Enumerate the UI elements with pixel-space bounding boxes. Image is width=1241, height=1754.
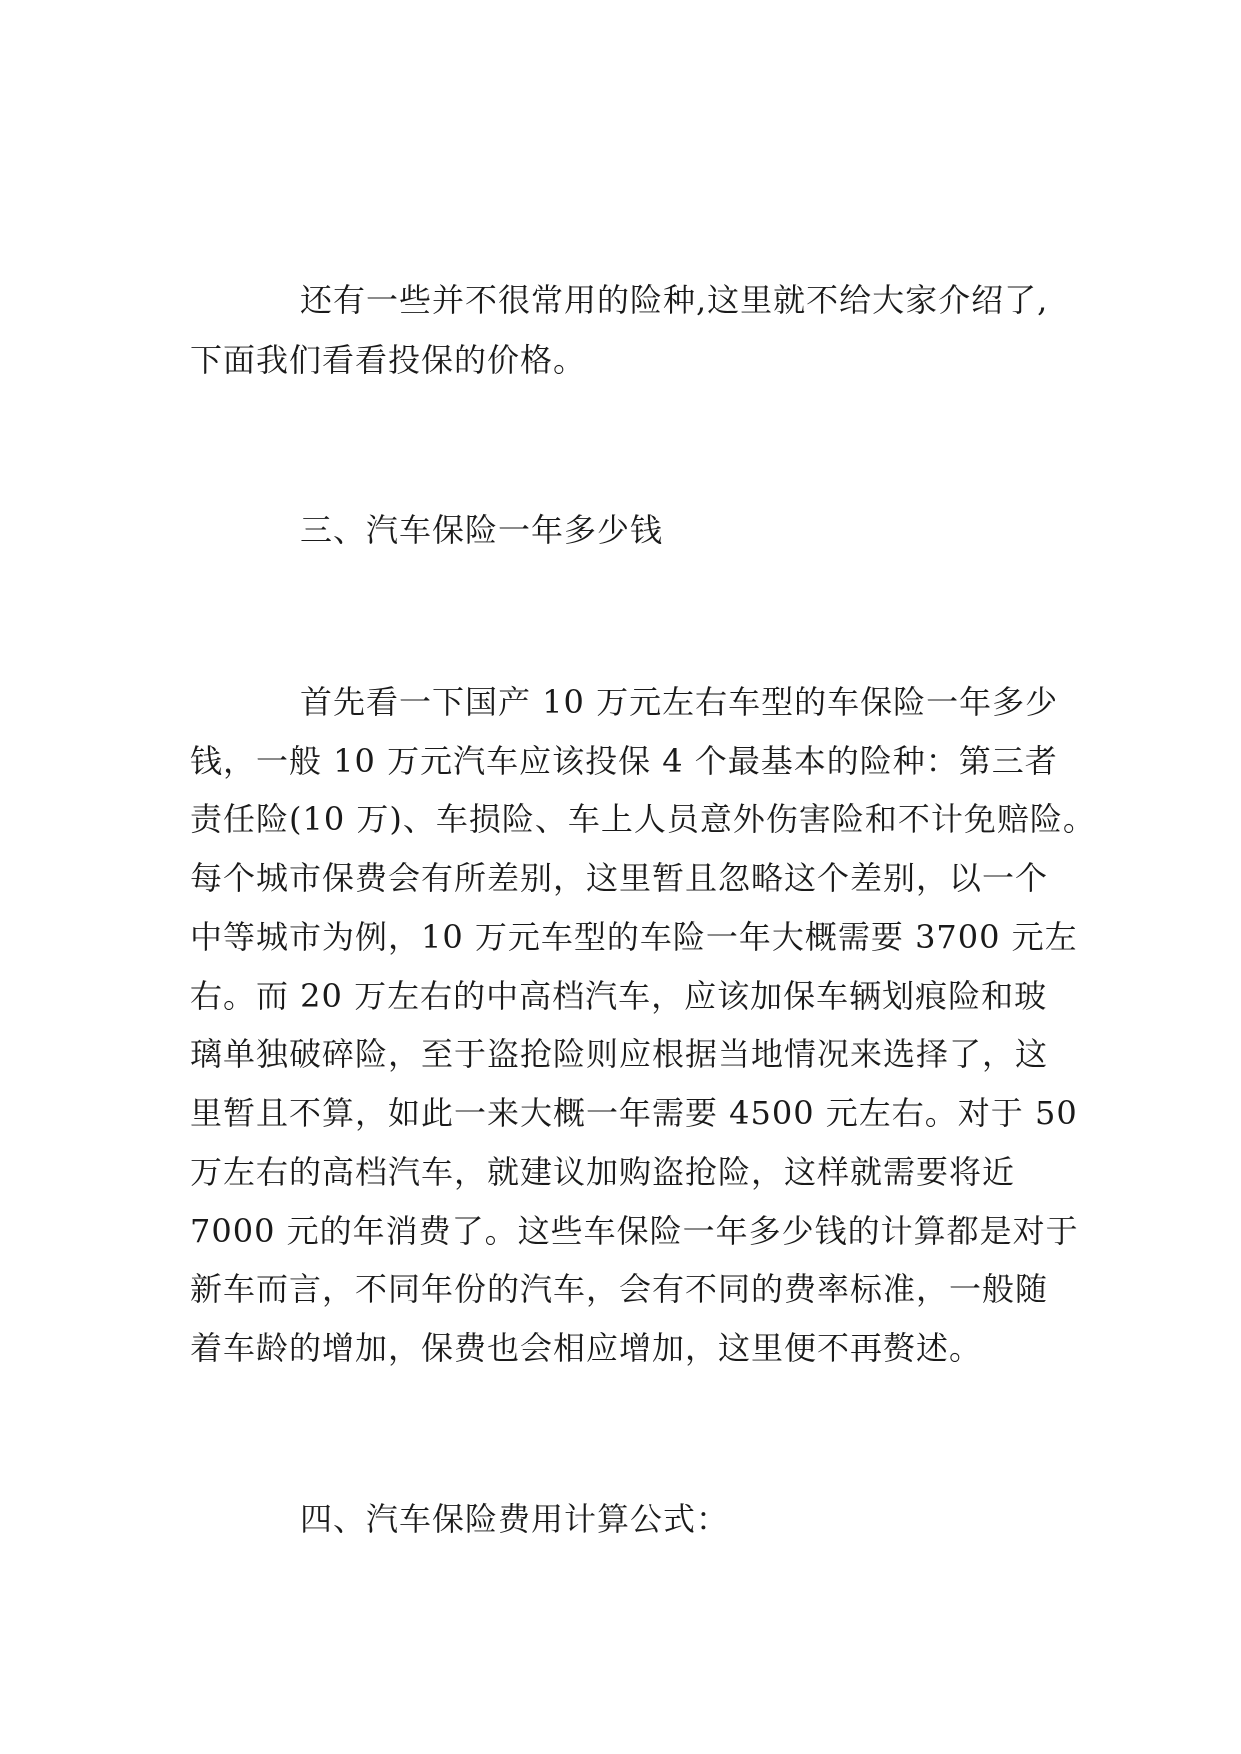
section-heading-3: 三、汽车保险一年多少钱 bbox=[300, 511, 664, 549]
text-line: 还有一些并不很常用的险种,这里就不给大家介绍了, bbox=[300, 281, 1049, 319]
text-line: 新车而言，不同年份的汽车，会有不同的费率标准，一般随 bbox=[190, 1270, 1049, 1308]
text-line: 责任险(10 万)、车损险、车上人员意外伤害险和不计免赔险。 bbox=[190, 800, 1096, 838]
text-line: 钱，一般 10 万元汽车应该投保 4 个最基本的险种：第三者 bbox=[190, 742, 1058, 780]
text-line: 首先看一下国产 10 万元左右车型的车保险一年多少 bbox=[300, 683, 1059, 721]
text-line: 右。而 20 万左右的中高档汽车，应该加保车辆划痕险和玻 bbox=[190, 977, 1048, 1015]
text-line: 每个城市保费会有所差别，这里暂且忽略这个差别，以一个 bbox=[190, 859, 1049, 897]
text-line: 里暂且不算，如此一来大概一年需要 4500 元左右。对于 50 bbox=[190, 1094, 1078, 1132]
text-line: 下面我们看看投保的价格。 bbox=[190, 341, 587, 379]
text-line: 着车龄的增加，保费也会相应增加，这里便不再赘述。 bbox=[190, 1329, 983, 1367]
section-heading-4: 四、汽车保险费用计算公式： bbox=[300, 1500, 730, 1538]
text-line: 7000 元的年消费了。这些车保险一年多少钱的计算都是对于 bbox=[190, 1212, 1079, 1250]
text-line: 璃单独破碎险，至于盗抢险则应根据当地情况来选择了，这 bbox=[190, 1035, 1049, 1073]
text-line: 万左右的高档汽车，就建议加购盗抢险，这样就需要将近 bbox=[190, 1153, 1016, 1191]
text-line: 中等城市为例，10 万元车型的车险一年大概需要 3700 元左 bbox=[190, 918, 1078, 956]
